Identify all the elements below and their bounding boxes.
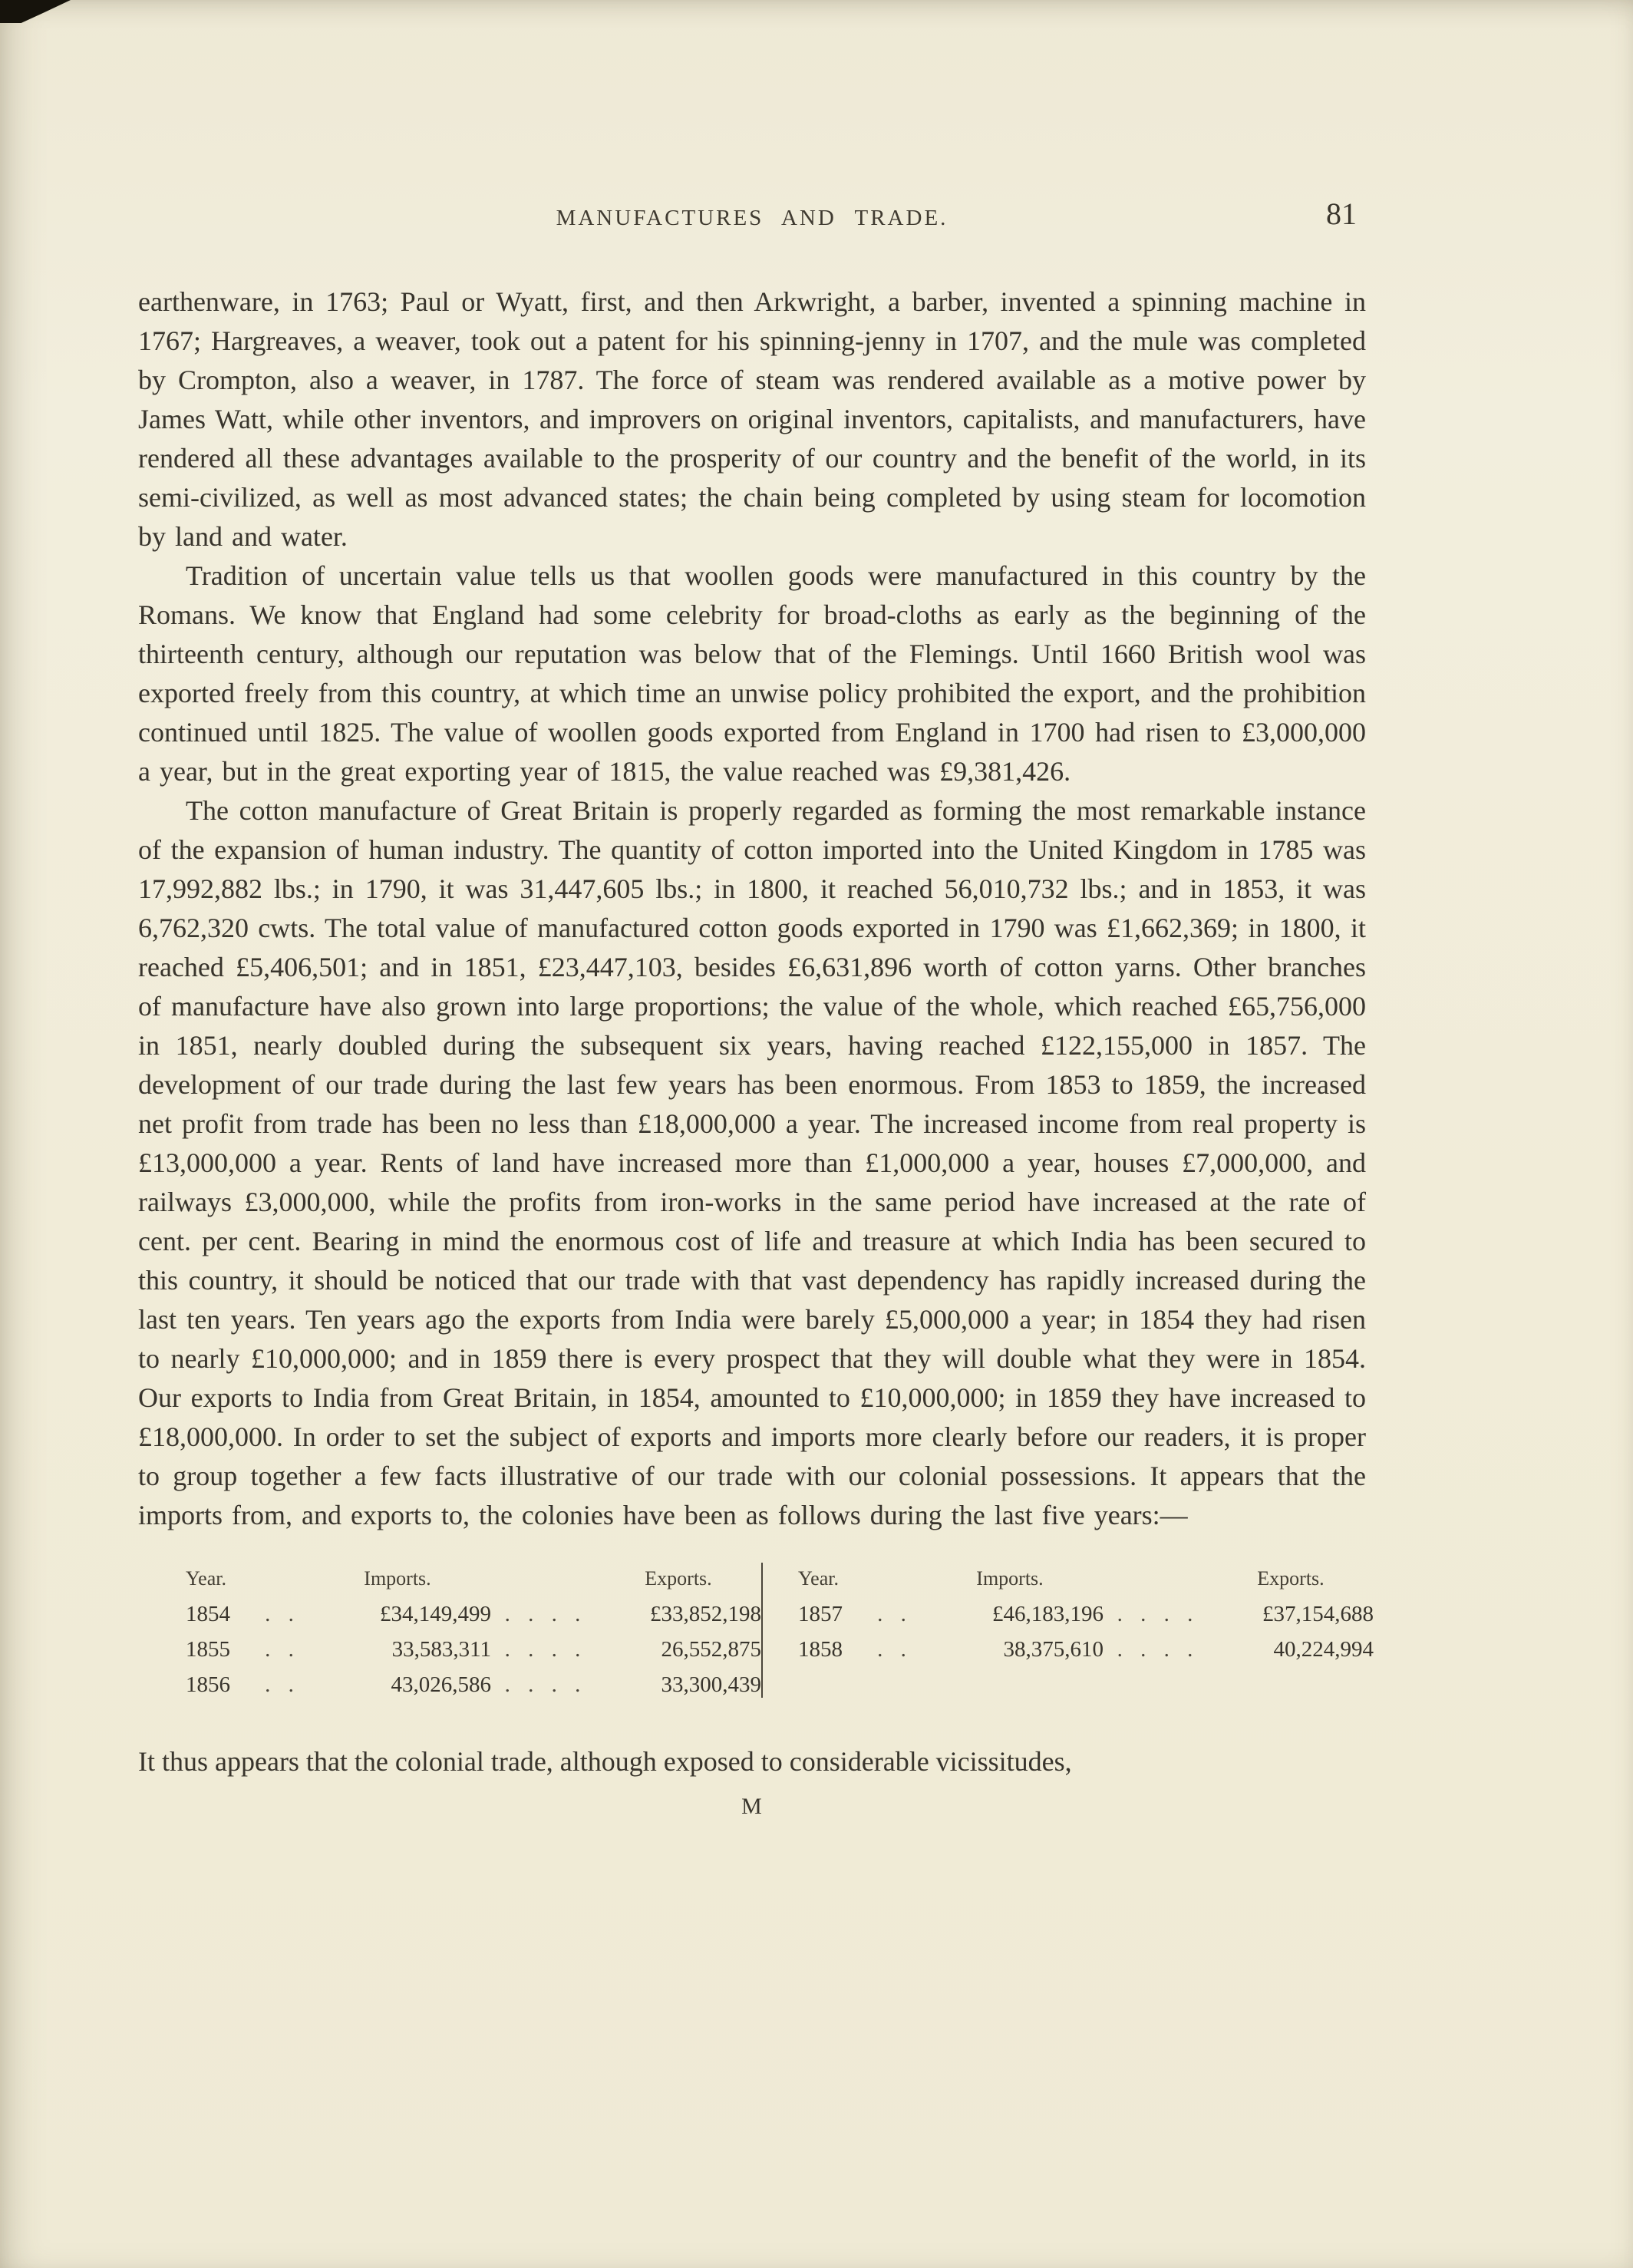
dot-leader: . . . .	[1117, 1602, 1195, 1626]
table-header-row	[186, 1561, 761, 1596]
page-number: 81	[1326, 196, 1357, 231]
dot-leader: . .	[265, 1637, 295, 1662]
cell-imports: 33,583,311	[391, 1637, 491, 1662]
col-header-year: Year.	[798, 1567, 839, 1590]
running-header	[138, 0, 1366, 253]
col-header-imports: Imports.	[364, 1567, 431, 1590]
table-row	[186, 1632, 761, 1667]
dot-leader: . .	[877, 1637, 908, 1662]
paragraph-woollen-goods: Tradition of uncertain value tells us that woollen goods were manufactured in this country by the Romans. We know that England had some celebrity for broad-cloths as early as the beginning of the thirteenth century, although our reputation was below that of the Flemings. Until 1660 British wool was exported freely from this country, at which time an unwise policy prohibited the export, and the prohibition continued until 1825. The value of woollen goods exported from England in 1700 had risen to £3,000,000 a year, but in the great exporting year of 1815, the value reached was £9,381,426.	[138, 560, 1366, 787]
col-header-imports: Imports.	[976, 1567, 1044, 1590]
cell-exports: £37,154,688	[1262, 1602, 1374, 1626]
table-row	[186, 1596, 761, 1632]
dot-leader: . . . .	[504, 1602, 582, 1626]
table-row	[798, 1596, 1374, 1632]
page-content	[138, 0, 1374, 1820]
table-row	[798, 1632, 1374, 1667]
cell-year: 1855	[186, 1637, 230, 1662]
cell-year: 1854	[186, 1602, 230, 1626]
col-header-exports: Exports.	[645, 1567, 712, 1590]
text-block	[138, 282, 1366, 1535]
cell-imports: £46,183,196	[992, 1602, 1104, 1626]
cell-exports: 26,552,875	[661, 1637, 761, 1662]
dot-leader: . .	[265, 1602, 295, 1626]
cell-year: 1856	[186, 1672, 230, 1697]
trade-table-right-half	[763, 1561, 1374, 1702]
paragraph-earthenware: earthenware, in 1763; Paul or Wyatt, first, and then Arkwright, a barber, invented a spinning machine in 1767; Hargreaves, a weaver, took out a patent for his spinning-jenny in 1707, and the mule was completed by Crompton, also a weaver, in 1787. The force of steam was rendered available as a motive power by James Watt, while other inventors, and improvers on original inventors, capitalists, and manufacturers, have rendered all these advantages available to the prosperity of our country and the benefit of the world, in its semi-civilized, as well as most advanced states; the chain being completed by using steam for locomotion by land and water.	[138, 286, 1366, 552]
table-header-row	[798, 1561, 1374, 1596]
dot-leader: . .	[877, 1602, 908, 1626]
dot-leader: . . . .	[504, 1637, 582, 1662]
dot-leader: . .	[265, 1672, 295, 1697]
cell-exports: £33,852,198	[650, 1602, 761, 1626]
cell-year: 1857	[798, 1602, 843, 1626]
cell-exports: 40,224,994	[1273, 1637, 1374, 1662]
trade-table-left-half	[138, 1561, 761, 1702]
cell-imports: £34,149,499	[380, 1602, 491, 1626]
page-header-title: MANUFACTURES AND TRADE.	[556, 206, 948, 230]
cell-imports: 38,375,610	[1003, 1637, 1104, 1662]
scan-corner-artifact	[0, 0, 71, 23]
dot-leader: . . . .	[1117, 1637, 1195, 1662]
colonial-trade-table	[138, 1561, 1374, 1702]
table-row	[186, 1667, 761, 1702]
cell-imports: 43,026,586	[391, 1672, 491, 1697]
col-header-exports: Exports.	[1257, 1567, 1325, 1590]
closing-paragraph: It thus appears that the colonial trade, although exposed to considerable vicissitudes,	[138, 1746, 1072, 1777]
cell-year: 1858	[798, 1637, 843, 1662]
cell-exports: 33,300,439	[661, 1672, 761, 1697]
dot-leader: . . . .	[504, 1672, 582, 1697]
col-header-year: Year.	[186, 1567, 226, 1590]
signature-mark: M	[741, 1794, 763, 1819]
paragraph-cotton-manufacture: The cotton manufacture of Great Britain is properly regarded as forming the most remarkable instance of the expansion of human industry. The quantity of cotton imported into the United Kingdom in 1785 was 17,992,882 lbs.; in 1790, it was 31,447,605 lbs.; in 1800, it reached 56,010,732 lbs.; and in 1853, it was 6,762,320 cwts. The total value of manufactured cotton goods exported in 1790 was £1,662,369; in 1800, it reached £5,406,501; and in 1851, £23,447,103, besides £6,631,896 worth of cotton yarns. Other branches of manufacture have also grown into large proportions; the value of the whole, which reached £65,756,000 in 1851, nearly doubled during the subsequent six years, having reached £122,155,000 in 1857. The development of our trade during the last few years has been enormous. From 1853 to 1859, the increased net profit from trade has been no less than £18,000,000 a year. The increased income from real property is £13,000,000 a year. Rents of land have increased more than £1,000,000 a year, houses £7,000,000, and railways £3,000,000, while the profits from iron-works in the same period have increased at the rate of cent. per cent. Bearing in mind the enormous cost of life and treasure at which India has been secured to this country, it should be noticed that our trade with that vast dependency has rapidly increased during the last ten years. Ten years ago the exports from India were barely £5,000,000 a year; in 1854 they had risen to nearly £10,000,000; and in 1859 there is every prospect that they will double what they were in 1854. Our exports to India from Great Britain, in 1854, amounted to £10,000,000; in 1859 they have increased to £18,000,000. In order to set the subject of exports and imports more clearly before our readers, it is proper to group together a few facts illustrative of our trade with our colonial possessions. It appears that the imports from, and exports to, the colonies have been as follows during the last five years:—	[138, 795, 1366, 1530]
